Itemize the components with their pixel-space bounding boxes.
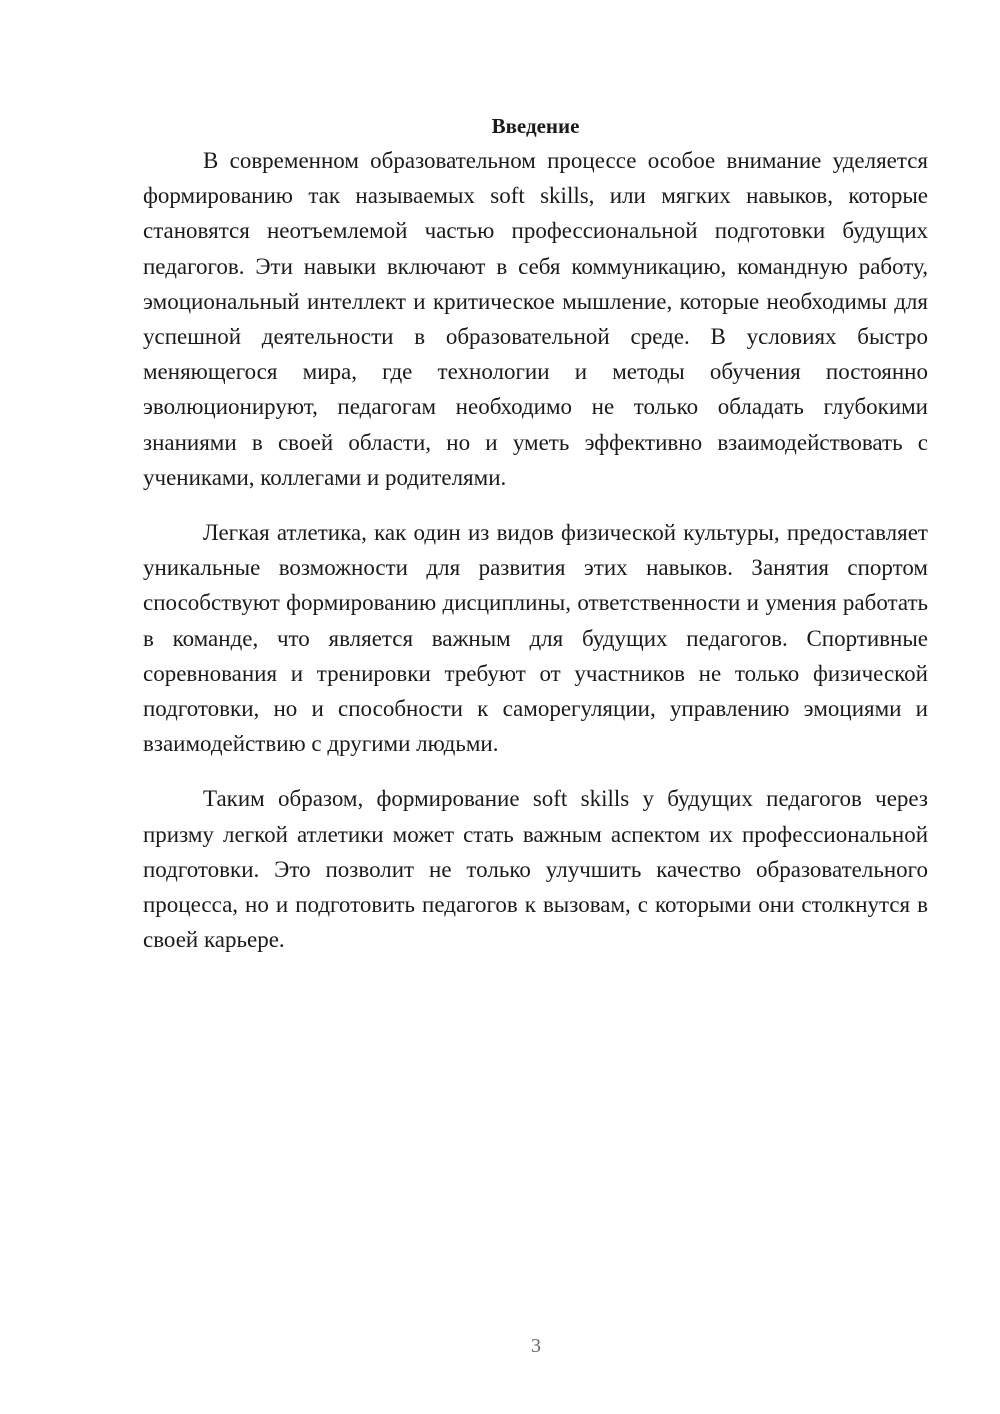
page-number: 3 xyxy=(531,1335,541,1357)
paragraph-athletics: Легкая атлетика, как один из видов физической культуры, предоставляет уникальные возможности для развития этих навыков. Занятия спортом способствуют формированию дисциплины, ответственности и умения работать в команде, что является важным для будущих педагогов. Спортивные соревнования и тренировки требуют от участников не только физической подготовки, но и способности к саморегуляции, управлению эмоциями и взаимодействию с другими людьми. xyxy=(143,520,928,757)
paragraph-intro: В современном образовательном процессе особое внимание уделяется формированию так называемых soft skills, или мягких навыков, которые становятся неотъемлемой частью профессиональной подготовки будущих педагогов. Эти навыки включают в себя коммуникацию, командную работу, эмоциональный интеллект и критическое мышление, которые необходимы для успешной деятельности в образовательной среде. В условиях быстро меняющегося мира, где технологии и методы обучения постоянно эволюционируют, педагогам необходимо не только обладать глубокими знаниями в своей области, но и уметь эффективно взаимодействовать с учениками, коллегами и родителями. xyxy=(143,148,928,490)
section-heading: Введение xyxy=(491,114,580,139)
paragraph-conclusion: Таким образом, формирование soft skills у будущих педагогов через призму легкой атлетики может стать важным аспектом их профессиональной подготовки. Это позволит не только улучшить качество образовательного процесса, но и подготовить педагогов к вызовам, с которыми они столкнутся в своей карьере. xyxy=(143,786,928,953)
document-body xyxy=(143,143,928,957)
